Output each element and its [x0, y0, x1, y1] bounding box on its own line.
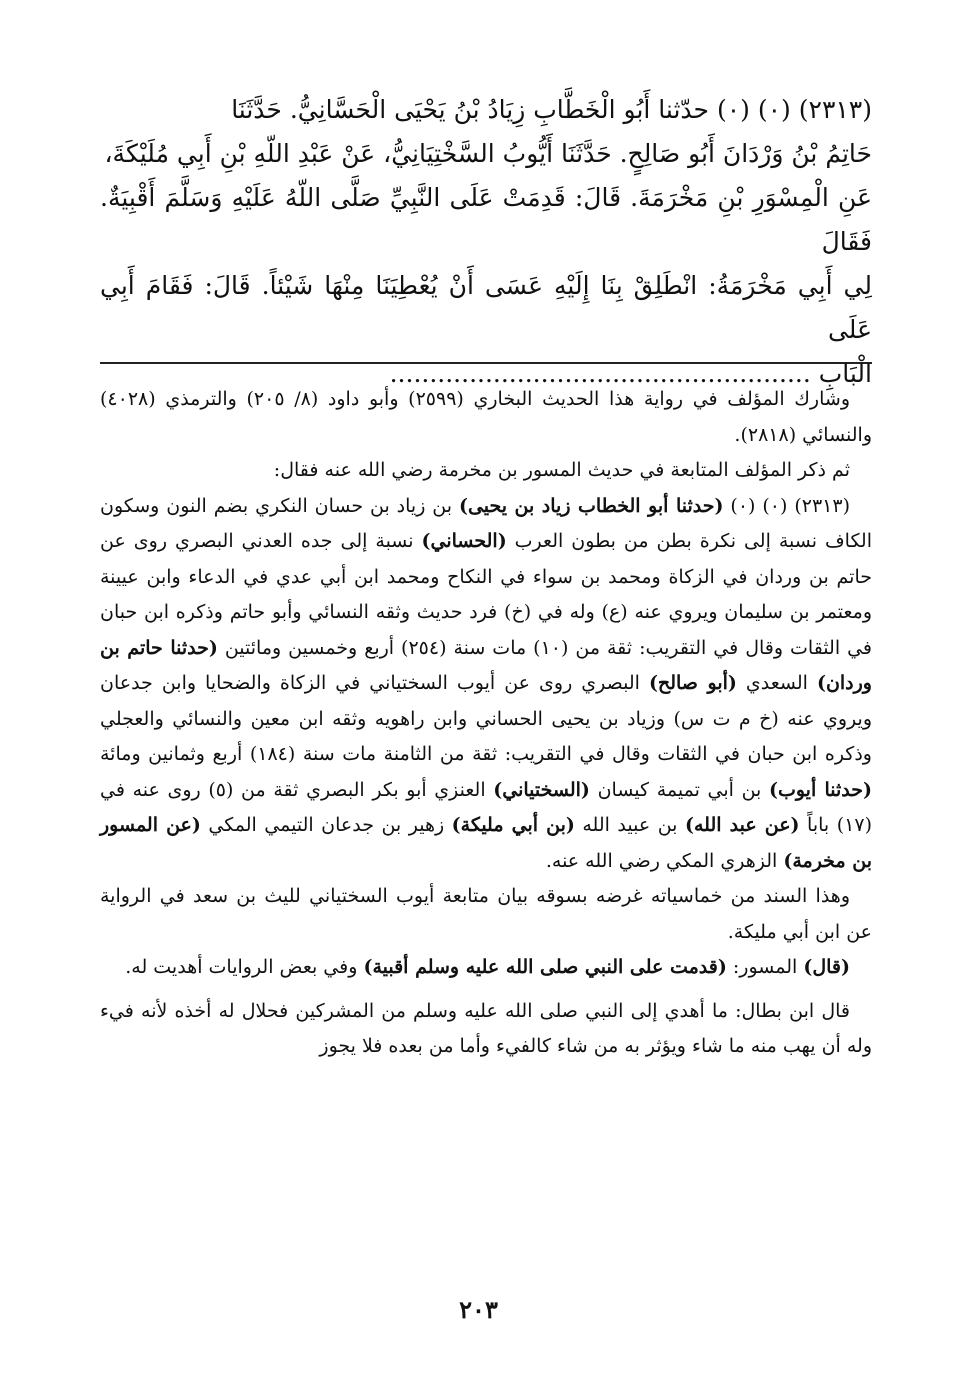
plain-text: بن عبيد الله [574, 814, 685, 836]
bold-phrase: (حدثنا حاتم بن وردان) [100, 636, 872, 694]
plain-text: نسبة إلى جده العدني البصري روى عن حاتم بن وردان في الزكاة ومحمد بن سواء في النكاح ومحمد ابن أبي عدي في الدعاء وابن عيينة ومعتمر بن سليمان ويروي عنه (ع) وله في (خ) فرد حديث وثقه النسائي وأبو حاتم وذكره ابن حبان في الثقات وقال في التقريب: ثقة من (١٠) مات سنة (٢٥٤) أربع وخمسين ومائتين [100, 530, 873, 659]
hadith-line: الْبَابِ ..................................................... [389, 359, 872, 388]
hadith-line: عَنِ الْمِسْوَرِ بْنِ مَخْرَمَةَ. قَالَ: قَدِمَتْ عَلَى النَّبِيِّ صَلَّى اللّهُ عَلَيْهِ وَسَلَّمَ أَقْبِيَةٌ. فَقَالَ [100, 183, 872, 256]
plain-text: السعدي [736, 672, 817, 694]
plain-text: العنزي أبو بكر البصري ثقة من (٥) روى عنه في (١٧) باباً [100, 778, 872, 836]
commentary-paragraph-3 [100, 489, 872, 880]
bold-phrase: (الحساني) [421, 530, 507, 552]
commentary [100, 382, 872, 1065]
plain-text: الزهري المكي رضي الله عنه. [545, 849, 784, 872]
plain-text: المسور: [726, 956, 804, 978]
bold-phrase: (بن أبي مليكة) [451, 814, 575, 836]
commentary-paragraph-6: قال ابن بطال: ما أهدي إلى النبي صلى الله عليه وسلم من المشركين فحلال له أخذه لأنه فيء وله أن يهب منه ما شاء ويؤثر به من شاء كالفيء وأما من بعده فلا يجوز [100, 999, 872, 1057]
commentary-paragraph-4: وهذا السند من خماسياته غرضه بسوقه بيان متابعة أيوب السختياني لليث بن سعد في الرواية عن ابن أبي مليكة. [100, 885, 872, 943]
bold-phrase: (أبو صالح) [648, 672, 737, 694]
commentary-paragraph-5 [100, 950, 872, 986]
hadith-line: حَاتِمُ بْنُ وَرْدَانَ أَبُو صَالِحٍ. حَدَّثَنَا أَيُّوبُ السَّخْتِيَانِيُّ، عَنْ عَبْدِ اللّهِ بْنِ أَبِي مُلَيْكَةَ، [104, 139, 872, 168]
bold-phrase: (قدمت على النبي صلى الله عليه وسلم أقبية) [363, 956, 727, 978]
commentary-paragraph-2: ثم ذكر المؤلف المتابعة في حديث المسور بن مخرمة رضي الله عنه فقال: [273, 459, 850, 481]
bold-phrase: (قال) [803, 956, 850, 978]
page-number: ٢٠٣ [459, 1295, 498, 1324]
plain-text: زهير بن جدعان التيمي المكي [200, 814, 452, 836]
commentary-paragraph-1: وشارك المؤلف في رواية هذا الحديث البخاري (٢٥٩٩) وأبو داود (٨/ ٢٠٥) والترمذي (٤٠٢٨) والنسائي (٢٨١٨). [100, 388, 872, 446]
hadith-text [100, 88, 872, 388]
bold-phrase: (عن المسور بن مخرمة) [100, 814, 872, 872]
plain-text: البصري روى عن أيوب السختياني في الزكاة والضحايا وابن جدعان ويروي عنه (خ م ت س) وزياد بن يحيى الحساني وابن راهويه وثقه ابن معين والنسائي والعجلي وذكره ابن حبان في الثقات وقال في التقريب: ثقة من الثامنة مات سنة (١٨٤) أربع وثمانين ومائة [100, 672, 872, 765]
bold-phrase: (السختياني) [493, 778, 590, 801]
hadith-number: (٢٣١٣) (٠) (٠) [723, 494, 850, 517]
bold-phrase: (حدثنا أبو الخطاب زياد بن يحيى) [458, 494, 724, 517]
hadith-line: لِي أَبِي مَخْرَمَةُ: انْطَلِقْ بِنَا إِلَيْهِ عَسَى أَنْ يُعْطِيَنَا مِنْهَا شَيْئاً. قَالَ: فَقَامَ أَبِي عَلَى [100, 271, 872, 344]
bold-phrase: (حدثنا أيوب) [768, 778, 872, 801]
plain-text: بن زياد بن حسان النكري بضم النون وسكون الكاف نسبة إلى نكرة بطن من بطون العرب [100, 494, 873, 552]
plain-text: وفي بعض الروايات أهديت له. [125, 956, 364, 978]
plain-text: بن أبي تميمة كيسان [589, 778, 769, 801]
hadith-line: (٢٣١٣) (٠) (٠) حدّثنا أَبُو الْخَطَّابِ زِيَادُ بْنُ يَحْيَى الْحَسَّانِيُّ. حَدَّثَنَا [231, 95, 872, 124]
bold-phrase: (عن عبد الله) [685, 814, 800, 836]
